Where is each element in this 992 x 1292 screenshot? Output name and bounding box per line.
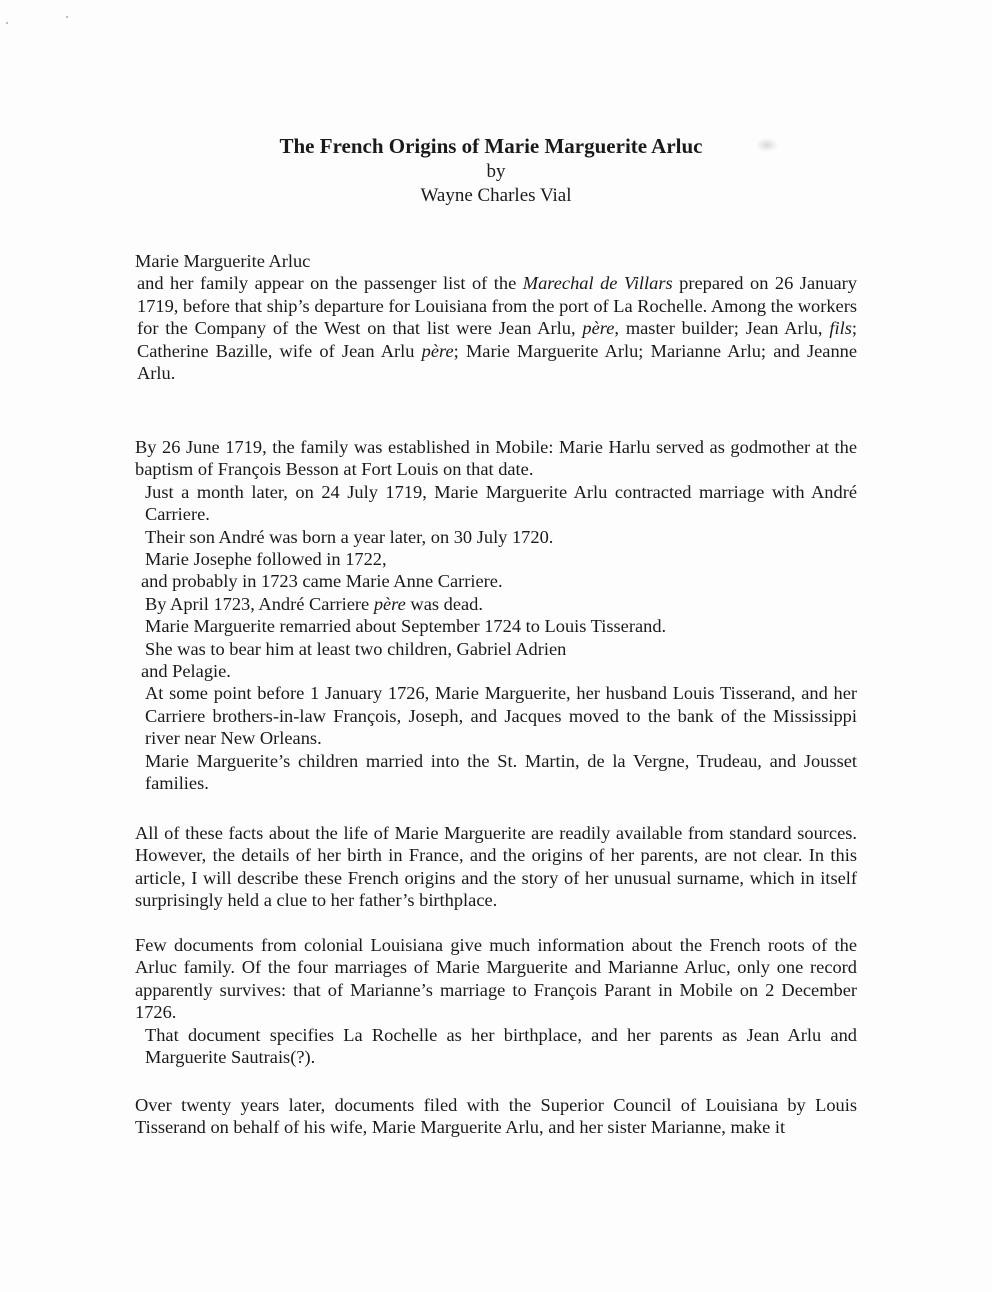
paragraph-2-line [135, 593, 857, 615]
document-title: The French Origins of Marie Marguerite Arluc [279, 134, 703, 158]
ship-name: Marechal de Villars [522, 273, 673, 294]
text-span: By April 1723, André Carriere [145, 593, 374, 614]
emphasis-fils: fils [829, 318, 852, 339]
scan-speck [66, 16, 68, 18]
emphasis-pere: père [373, 593, 406, 614]
document-header [0, 132, 992, 208]
paragraph-2-line: Marie Josephe followed in 1722, [145, 549, 387, 570]
paragraph-2-line: and probably in 1723 came Marie Anne Carriere. [141, 571, 503, 592]
paragraph-5-body: Over twenty years later, documents filed with the Superior Council of Louisiana by Louis Tisserand on behalf of his wife, Marie Marguerite Arlu, and her sister Marianne, make it [135, 1095, 857, 1138]
paragraph-5 [135, 1094, 857, 1139]
text-span: was dead. [405, 593, 483, 614]
paragraph-4-line: That document specifies La Rochelle as her birthplace, and her parents as Jean Arlu and Marguerite Sautrais(?). [145, 1024, 857, 1068]
byline: by [486, 161, 506, 182]
paragraph-2-line: Marie Marguerite’s children married into the St. Martin, de la Vergne, Trudeau, and Jousset families. [145, 750, 857, 794]
paragraph-4 [135, 934, 857, 1068]
paragraph-2 [135, 436, 857, 795]
paragraph-1 [135, 250, 857, 384]
text-span: , master builder; Jean Arlu, [614, 318, 830, 339]
paragraph-2-line: By 26 June 1719, the family was established in Mobile: Marie Harlu served as godmother at the baptism of François Besson at Fort Louis on that date. [135, 437, 857, 480]
emphasis-pere: père [582, 318, 615, 339]
text-span: and her family appear on the passenger list of the [137, 273, 523, 294]
paragraph-3 [135, 822, 857, 912]
paragraph-1-lead: Marie Marguerite Arluc [135, 251, 311, 271]
paragraph-1-body [135, 272, 857, 384]
text-span: prepared on 26 January 1719, before that ship’s departure for Louisiana from the port of La Rochelle. Among the workers for the Company of the West on that list were Jean Arlu, [137, 273, 857, 339]
paragraph-2-line: Marie Marguerite remarried about September 1724 to Louis Tisserand. [145, 616, 667, 637]
paragraph-4-line: Few documents from colonial Louisiana give much information about the French roots of the Arluc family. Of the four marriages of Marie Marguerite and Marianne Arluc, only one record apparently survives: that of Marianne’s marriage to François Parant in Mobile on 2 December 1726. [135, 935, 857, 1023]
paragraph-2-line: and Pelagie. [141, 661, 231, 682]
author-name: Wayne Charles Vial [420, 185, 572, 206]
scan-speck [6, 22, 8, 24]
emphasis-pere: père [421, 340, 454, 361]
paragraph-2-line: Their son André was born a year later, on 30 July 1720. [145, 526, 554, 547]
text-span: ; Marie Marguerite Arlu; Marianne Arlu; and Jeanne Arlu. [137, 340, 858, 384]
paragraph-2-line: She was to bear him at least two children, Gabriel Adrien [145, 638, 567, 659]
paragraph-2-line: Just a month later, on 24 July 1719, Marie Marguerite Arlu contracted marriage with André Carriere. [145, 481, 857, 525]
paragraph-3-body: All of these facts about the life of Marie Marguerite are readily available from standard sources. However, the details of her birth in France, and the origins of her parents, are not clear. In this article, I will describe these French origins and the story of her unusual surname, which in itself surprisingly held a clue to her father’s birthplace. [135, 823, 857, 911]
paragraph-2-line: At some point before 1 January 1726, Marie Marguerite, her husband Louis Tisserand, and her Carriere brothers-in-law François, Joseph, and Jacques moved to the bank of the Mississippi river near New Orleans. [145, 683, 857, 749]
text-span: ; Catherine Bazille, wife of Jean Arlu [137, 318, 857, 361]
